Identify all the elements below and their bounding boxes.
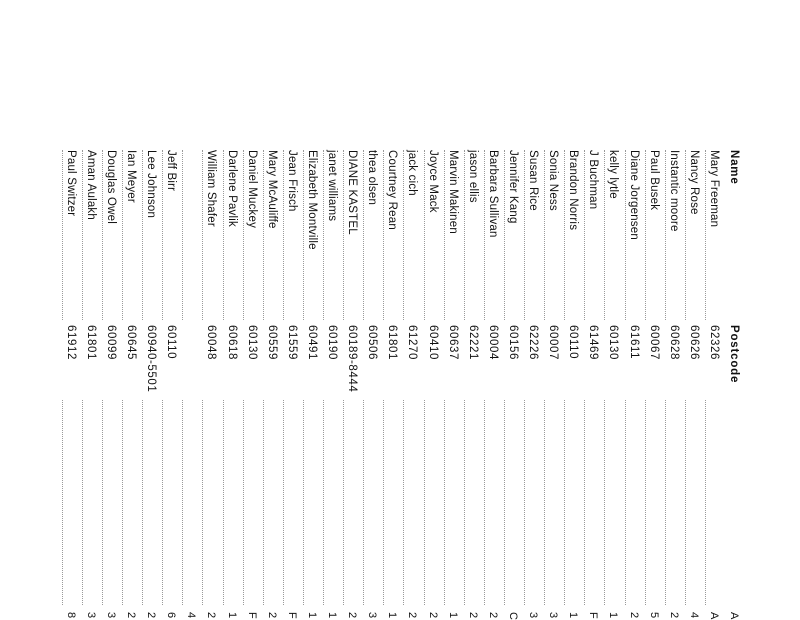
table-row bbox=[700, 150, 720, 620]
dotted-leader bbox=[584, 400, 585, 605]
table-row bbox=[559, 150, 579, 620]
postcode-cell: 60626 bbox=[687, 325, 700, 360]
name-cell: Darlene Pavlik bbox=[225, 150, 238, 227]
table-row bbox=[519, 150, 539, 620]
dotted-leader bbox=[263, 150, 264, 320]
edge-cell: 3 bbox=[547, 612, 560, 619]
dotted-leader bbox=[223, 400, 224, 605]
dotted-leader bbox=[142, 400, 143, 605]
dotted-leader bbox=[424, 150, 425, 320]
name-cell: Daniel Muckey bbox=[245, 150, 258, 229]
name-cell: Mary McAuliffe bbox=[265, 150, 278, 229]
postcode-cell: 60110 bbox=[165, 325, 178, 360]
dotted-leader bbox=[444, 150, 445, 320]
edge-cell: 1 bbox=[607, 612, 620, 619]
dotted-leader bbox=[625, 150, 626, 320]
dotted-leader bbox=[203, 400, 204, 605]
table-row bbox=[258, 150, 278, 620]
dotted-leader bbox=[182, 400, 183, 605]
edge-cell: 3 bbox=[366, 612, 379, 619]
dotted-leader bbox=[665, 150, 666, 320]
edge-column-header: A bbox=[728, 612, 740, 620]
name-cell: Ian Meyer bbox=[125, 150, 138, 203]
table-row bbox=[660, 150, 680, 620]
name-cell: Lee Johnson bbox=[145, 150, 158, 219]
dotted-leader bbox=[464, 150, 465, 320]
postcode-cell: 60099 bbox=[105, 325, 117, 360]
postcode-cell: 60004 bbox=[486, 325, 499, 360]
postcode-cell: 62221 bbox=[466, 325, 479, 360]
name-cell: Douglas Owel bbox=[105, 150, 117, 224]
dotted-leader bbox=[363, 150, 364, 320]
dotted-leader bbox=[705, 150, 706, 320]
postcode-cell: 60506 bbox=[366, 325, 379, 360]
edge-cell: 1 bbox=[567, 612, 580, 619]
edge-cell: 2 bbox=[466, 612, 479, 619]
postcode-cell: 60156 bbox=[507, 325, 519, 360]
edge-cell: 3 bbox=[105, 612, 117, 619]
dotted-leader bbox=[102, 150, 103, 320]
dotted-leader bbox=[383, 400, 384, 605]
postcode-cell: 60130 bbox=[607, 325, 620, 360]
table-row bbox=[198, 150, 218, 620]
name-cell: Sonia Ness bbox=[547, 150, 560, 211]
dotted-leader bbox=[625, 400, 626, 605]
name-cell: Mary Freeman bbox=[708, 150, 720, 228]
dotted-leader bbox=[404, 150, 405, 320]
postcode-cell: 60190 bbox=[326, 325, 339, 360]
dotted-leader bbox=[122, 400, 123, 605]
dotted-leader bbox=[303, 400, 304, 605]
dotted-leader bbox=[564, 400, 565, 605]
postcode-cell: 61469 bbox=[587, 325, 600, 360]
dotted-leader bbox=[303, 150, 304, 320]
edge-cell: 2 bbox=[406, 612, 419, 619]
edge-cell: 1 bbox=[225, 612, 238, 619]
edge-cell: 2 bbox=[346, 612, 359, 619]
table-row bbox=[117, 150, 137, 620]
dotted-leader bbox=[62, 150, 63, 320]
table-row bbox=[97, 150, 117, 620]
postcode-column-header: Postcode bbox=[728, 325, 740, 384]
name-column-header: Name bbox=[728, 150, 740, 185]
dotted-leader bbox=[243, 150, 244, 320]
name-cell: William Shafer bbox=[205, 150, 218, 227]
dotted-leader bbox=[504, 150, 505, 320]
postcode-cell: 60637 bbox=[446, 325, 459, 360]
postcode-cell: 60067 bbox=[647, 325, 660, 360]
edge-cell: 2 bbox=[145, 612, 158, 619]
dotted-leader bbox=[283, 400, 284, 605]
dotted-leader bbox=[424, 400, 425, 605]
name-cell: Barbara Sullivan bbox=[486, 150, 499, 238]
dotted-leader bbox=[645, 150, 646, 320]
dotted-leader bbox=[182, 150, 183, 320]
postcode-cell: 60618 bbox=[225, 325, 238, 360]
dotted-leader bbox=[605, 150, 606, 320]
postcode-cell: 61270 bbox=[406, 325, 419, 360]
name-cell: Susan Rice bbox=[527, 150, 540, 211]
table-row bbox=[620, 150, 640, 620]
dotted-leader bbox=[323, 150, 324, 320]
dotted-leader bbox=[283, 150, 284, 320]
dotted-leader bbox=[444, 400, 445, 605]
table-row bbox=[358, 150, 378, 620]
name-cell: Jennifer Kang bbox=[507, 150, 519, 224]
edge-cell: 3 bbox=[527, 612, 540, 619]
postcode-cell: 60130 bbox=[245, 325, 258, 360]
table-header-row bbox=[720, 150, 740, 620]
dotted-leader bbox=[343, 400, 344, 605]
edge-cell: 2 bbox=[486, 612, 499, 619]
dotted-leader bbox=[162, 400, 163, 605]
table-row bbox=[157, 150, 177, 620]
dotted-leader bbox=[122, 150, 123, 320]
dotted-leader bbox=[102, 400, 103, 605]
rotated-table bbox=[60, 150, 740, 620]
edge-cell: 1 bbox=[446, 612, 459, 619]
edge-cell: 2 bbox=[265, 612, 278, 619]
edge-cell: 4 bbox=[687, 612, 700, 619]
dotted-leader bbox=[665, 400, 666, 605]
postcode-cell: 61801 bbox=[386, 325, 399, 360]
name-cell: J Buchman bbox=[587, 150, 600, 210]
table-row bbox=[600, 150, 620, 620]
table-row bbox=[399, 150, 419, 620]
table-row bbox=[539, 150, 559, 620]
postcode-cell: 61801 bbox=[84, 325, 97, 360]
dotted-leader bbox=[82, 400, 83, 605]
edge-cell: 2 bbox=[627, 612, 640, 619]
dotted-leader bbox=[705, 400, 706, 605]
table-row bbox=[218, 150, 238, 620]
edge-cell: 6 bbox=[165, 612, 178, 619]
edge-cell: 2 bbox=[426, 612, 439, 619]
postcode-cell: 61559 bbox=[285, 325, 298, 360]
table-row bbox=[338, 150, 358, 620]
name-cell: Diane Jorgensen bbox=[627, 150, 640, 240]
dotted-leader bbox=[142, 150, 143, 320]
postcode-cell: 60189-8444 bbox=[346, 325, 359, 393]
table-row bbox=[177, 150, 197, 620]
name-cell: Paul Busek bbox=[647, 150, 660, 211]
postcode-cell: 61912 bbox=[64, 325, 77, 360]
dotted-leader bbox=[564, 150, 565, 320]
postcode-cell: 60007 bbox=[547, 325, 560, 360]
table-row bbox=[479, 150, 499, 620]
edge-cell: 1 bbox=[306, 612, 318, 619]
postcode-cell: 60559 bbox=[265, 325, 278, 360]
dotted-leader bbox=[243, 400, 244, 605]
dotted-leader bbox=[544, 150, 545, 320]
edge-cell: 2 bbox=[667, 612, 680, 619]
table-row bbox=[77, 150, 97, 620]
edge-cell: 2 bbox=[125, 612, 138, 619]
postcode-cell: 60628 bbox=[667, 325, 680, 360]
dotted-leader bbox=[685, 150, 686, 320]
name-cell: Paul Switzer bbox=[64, 150, 77, 217]
dotted-leader bbox=[323, 400, 324, 605]
table-row bbox=[57, 150, 77, 620]
postcode-cell: 60940-5501 bbox=[145, 325, 158, 393]
postcode-cell: 60645 bbox=[125, 325, 138, 360]
postcode-cell: 60410 bbox=[426, 325, 439, 360]
dotted-leader bbox=[162, 150, 163, 320]
edge-cell: A bbox=[708, 612, 720, 620]
name-cell: jack cich bbox=[406, 150, 419, 196]
postcode-cell: 60110 bbox=[567, 325, 580, 360]
edge-cell: 1 bbox=[326, 612, 339, 619]
dotted-leader bbox=[62, 400, 63, 605]
name-cell: janet williams bbox=[326, 150, 339, 222]
dotted-leader bbox=[484, 400, 485, 605]
name-cell: Elizabeth Montville bbox=[306, 150, 318, 250]
dotted-leader bbox=[223, 150, 224, 320]
edge-cell: C bbox=[507, 612, 519, 620]
dotted-leader bbox=[263, 400, 264, 605]
table-row bbox=[318, 150, 338, 620]
postcode-cell: 60048 bbox=[205, 325, 218, 360]
name-cell: Courtney Rean bbox=[386, 150, 399, 230]
edge-cell: 2 bbox=[205, 612, 218, 619]
table-row bbox=[278, 150, 298, 620]
edge-cell: F bbox=[285, 612, 298, 619]
edge-cell: 8 bbox=[64, 612, 77, 619]
table-row bbox=[378, 150, 398, 620]
postcode-cell: 62326 bbox=[708, 325, 720, 360]
name-cell: Instantic moore bbox=[667, 150, 680, 232]
table-row bbox=[439, 150, 459, 620]
dotted-leader bbox=[645, 400, 646, 605]
dotted-leader bbox=[343, 150, 344, 320]
edge-cell: 1 bbox=[386, 612, 399, 619]
dotted-leader bbox=[605, 400, 606, 605]
postcode-cell: 61611 bbox=[627, 325, 640, 360]
dotted-leader bbox=[504, 400, 505, 605]
dotted-leader bbox=[524, 150, 525, 320]
table-row bbox=[298, 150, 318, 620]
table-row bbox=[137, 150, 157, 620]
table-row bbox=[419, 150, 439, 620]
table-row bbox=[459, 150, 479, 620]
postcode-cell: 60491 bbox=[306, 325, 318, 360]
dotted-leader bbox=[404, 400, 405, 605]
table-row bbox=[640, 150, 660, 620]
name-cell: Joyce Mack bbox=[426, 150, 439, 213]
dotted-leader bbox=[544, 400, 545, 605]
dotted-leader bbox=[82, 150, 83, 320]
name-cell: Aman Aulakh bbox=[84, 150, 97, 220]
dotted-leader bbox=[363, 400, 364, 605]
edge-cell: 5 bbox=[647, 612, 660, 619]
postcode-cell: 62226 bbox=[527, 325, 540, 360]
name-cell: kelly lytle bbox=[607, 150, 620, 199]
table-row bbox=[238, 150, 258, 620]
edge-cell: 4 bbox=[185, 612, 198, 619]
edge-cell: F bbox=[587, 612, 600, 619]
table-row bbox=[680, 150, 700, 620]
dotted-leader bbox=[464, 400, 465, 605]
dotted-leader bbox=[584, 150, 585, 320]
dotted-leader bbox=[524, 400, 525, 605]
name-cell: thea olsen bbox=[366, 150, 379, 206]
dotted-leader bbox=[203, 150, 204, 320]
name-cell: jason ellis bbox=[466, 150, 479, 203]
edge-cell: 3 bbox=[84, 612, 97, 619]
table-row bbox=[499, 150, 519, 620]
name-cell: DIANE KASTEL bbox=[346, 150, 359, 235]
name-cell: Brandon Norris bbox=[567, 150, 580, 231]
name-cell: Jean Frisch bbox=[285, 150, 298, 212]
name-cell: Jeff Birr bbox=[165, 150, 178, 192]
edge-cell: F bbox=[245, 612, 258, 619]
name-cell: Nancy Rose bbox=[687, 150, 700, 215]
dotted-leader bbox=[685, 400, 686, 605]
table-row bbox=[579, 150, 599, 620]
name-cell: Marvin Makinen bbox=[446, 150, 459, 234]
dotted-leader bbox=[484, 150, 485, 320]
dotted-leader bbox=[383, 150, 384, 320]
